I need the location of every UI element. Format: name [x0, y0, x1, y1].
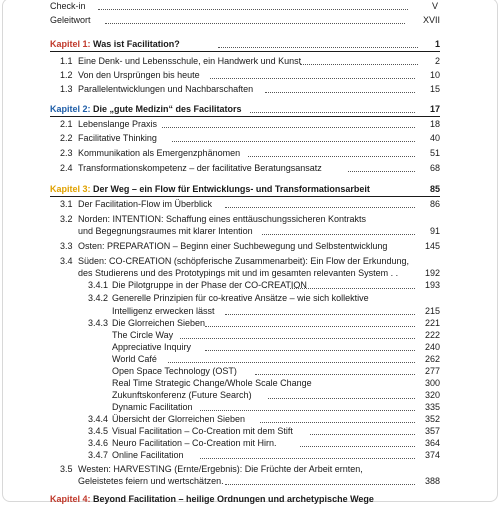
section-number: 2.1: [60, 119, 73, 129]
toc-entry[interactable]: Die Glorreichen Sieben: [112, 318, 206, 328]
leader-dots: [225, 199, 415, 210]
leader-dots: [218, 39, 418, 50]
page-number: 2: [434, 56, 440, 66]
toc-entry[interactable]: Real Time Strategic Change/Whole Scale Change: [112, 378, 312, 388]
chapter-2-heading[interactable]: [50, 104, 242, 115]
page-number: 364: [424, 438, 440, 448]
page-number: 192: [424, 268, 440, 278]
leader-dots: [248, 148, 415, 159]
toc-entry[interactable]: Von den Ursprüngen bis heute: [78, 70, 200, 80]
section-number: 3.4.2: [88, 293, 109, 303]
chapter-rule: [50, 51, 440, 52]
section-number: 2.2: [60, 133, 73, 143]
page-number: 51: [429, 148, 440, 158]
toc-entry[interactable]: Zukunftskonferenz (Future Search): [112, 390, 252, 400]
chapter-rule: [50, 196, 440, 197]
toc-entry[interactable]: Der Facilitation-Flow im Überblick: [78, 199, 213, 209]
chapter-title: Der Weg – ein Flow für Entwicklungs- und Transformationsarbeit: [93, 184, 370, 194]
page-number: 221: [424, 318, 440, 328]
toc-entry[interactable]: Generelle Prinzipien für co-kreative Ansätze – wie sich kollektive: [112, 293, 369, 303]
chapter-1-heading[interactable]: [50, 39, 180, 50]
toc-entry[interactable]: Dynamic Facilitation: [112, 402, 193, 412]
page-number: 15: [429, 84, 440, 94]
section-number: 3.4: [60, 256, 73, 266]
toc-entry[interactable]: Facilitative Thinking: [78, 133, 157, 143]
leader-dots: [260, 414, 415, 425]
leader-dots: [168, 354, 415, 365]
section-number: 3.3: [60, 241, 73, 251]
toc-entry[interactable]: Online Facilitation: [112, 450, 184, 460]
leader-dots: [268, 390, 415, 401]
section-number: 3.2: [60, 214, 73, 224]
page-number: 85: [429, 184, 440, 194]
page-number: 335: [424, 402, 440, 412]
toc-entry[interactable]: Westen: HARVESTING (Ernte/Ergebnis): Die Früchte der Arbeit ernten,: [78, 464, 363, 474]
chapter-3-heading[interactable]: [50, 184, 370, 195]
leader-dots: [162, 119, 415, 130]
chapter-label: Kapitel 3:: [50, 184, 91, 194]
chapter-rule: [50, 116, 440, 117]
leader-dots: [205, 318, 415, 329]
toc-entry[interactable]: Kommunikation als Emergenzphänomen: [78, 148, 241, 158]
leader-dots: [98, 1, 408, 12]
section-number: 1.1: [60, 56, 73, 66]
toc-entry-geleitwort[interactable]: Geleitwort: [50, 15, 91, 25]
toc-entry-continued[interactable]: Intelligenz erwecken lässt: [112, 306, 215, 316]
toc-entry[interactable]: Neuro Facilitation – Co-Creation mit Hirn.: [112, 438, 277, 448]
toc-entry[interactable]: Eine Denk- und Lebensschule, ein Handwerk und Kunst: [78, 56, 302, 66]
toc-entry-continued[interactable]: und Begegnungsraumes mit klarer Intention: [78, 226, 253, 236]
toc-entry[interactable]: World Café: [112, 354, 157, 364]
section-number: 3.4.7: [88, 450, 109, 460]
page-number: 320: [424, 390, 440, 400]
page-number: 240: [424, 342, 440, 352]
page-number: 193: [424, 280, 440, 290]
section-number: 1.3: [60, 84, 73, 94]
leader-dots: [205, 342, 415, 353]
page-number: 262: [424, 354, 440, 364]
chapter-label: Kapitel 1:: [50, 39, 91, 49]
page-number: 222: [424, 330, 440, 340]
page-number: 145: [424, 241, 440, 251]
toc-entry-checkin[interactable]: Check-in: [50, 1, 86, 11]
leader-dots: [300, 56, 418, 67]
leader-dots: [200, 450, 415, 461]
chapter-label: Kapitel 4:: [50, 494, 91, 504]
section-number: 3.1: [60, 199, 73, 209]
page-number: 357: [424, 426, 440, 436]
page-number: 86: [429, 199, 440, 209]
toc-entry[interactable]: The Circle Way: [112, 330, 174, 340]
toc-entry[interactable]: Visual Facilitation – Co-Creation mit dem Stift: [112, 426, 293, 436]
chapter-label: Kapitel 2:: [50, 104, 91, 114]
page-number: 18: [429, 119, 440, 129]
leader-dots: [105, 15, 405, 26]
section-number: 3.5: [60, 464, 73, 474]
page-number: 10: [429, 70, 440, 80]
toc-entry-continued[interactable]: Geleistetes feiern und wertschätzen.: [78, 476, 224, 486]
section-number: 3.4.1: [88, 280, 109, 290]
page-number: 215: [424, 306, 440, 316]
toc-entry[interactable]: Süden: CO-CREATION (schöpferische Zusammenarbeit): Ein Flow der Erkundung,: [78, 256, 409, 266]
toc-entry[interactable]: Übersicht der Glorreichen Sieben: [112, 414, 246, 424]
leader-dots: [180, 330, 415, 341]
leader-dots: [310, 426, 415, 437]
leader-dots: [225, 476, 415, 487]
page-number: V: [431, 1, 438, 11]
toc-entry[interactable]: Norden: INTENTION: Schaffung eines enttäuschungssicheren Kontrakts: [78, 214, 366, 224]
toc-entry[interactable]: Transformationskompetenz – der facilitative Beratungsansatz: [78, 163, 322, 173]
chapter-title: Die „gute Medizin“ des Facilitators: [93, 104, 242, 114]
page-number: 1: [434, 39, 440, 49]
section-number: 3.4.4: [88, 414, 109, 424]
page-number: 374: [424, 450, 440, 460]
leader-dots: [250, 104, 415, 115]
leader-dots: [200, 402, 415, 413]
toc-entry[interactable]: Die Pilotgruppe in der Phase der CO-CREATION: [112, 280, 307, 290]
page-number: 40: [429, 133, 440, 143]
leader-dots: [255, 366, 415, 377]
toc-entry[interactable]: Parallelentwicklungen und Nachbarschaften: [78, 84, 254, 94]
chapter-title: Beyond Facilitation – heilige Ordnungen und archetypische Wege: [93, 494, 374, 504]
page-number: 68: [429, 163, 440, 173]
leader-dots: [210, 70, 415, 81]
section-number: 2.4: [60, 163, 73, 173]
page-number: 388: [424, 476, 440, 486]
section-number: 3.4.3: [88, 318, 109, 328]
page-number: XVII: [422, 15, 440, 25]
leader-dots: [225, 306, 415, 317]
leader-dots: [172, 133, 415, 144]
leader-dots: [290, 280, 415, 291]
toc-entry[interactable]: Lebenslange Praxis: [78, 119, 158, 129]
section-number: 2.3: [60, 148, 73, 158]
chapter-title: Was ist Facilitation?: [93, 39, 180, 49]
leader-dots: [300, 438, 415, 449]
section-number: 3.4.6: [88, 438, 109, 448]
section-number: 1.2: [60, 70, 73, 80]
page-number: 277: [424, 366, 440, 376]
toc-entry[interactable]: Appreciative Inquiry: [112, 342, 192, 352]
toc-entry-continued[interactable]: des Studierens und des Prototypings mit und im gesamten relevanten System . .: [78, 268, 399, 278]
page-number: 17: [429, 104, 440, 114]
leader-dots: [265, 84, 415, 95]
toc-entry[interactable]: Osten: PREPARATION – Beginn einer Suchbewegung und Selbstentwicklung: [78, 241, 388, 251]
leader-dots: [348, 163, 415, 174]
leader-dots: [262, 226, 415, 237]
page-number: 352: [424, 414, 440, 424]
page-number: 300: [424, 378, 440, 388]
page-number: 91: [429, 226, 440, 236]
toc-entry[interactable]: Open Space Technology (OST): [112, 366, 237, 376]
section-number: 3.4.5: [88, 426, 109, 436]
